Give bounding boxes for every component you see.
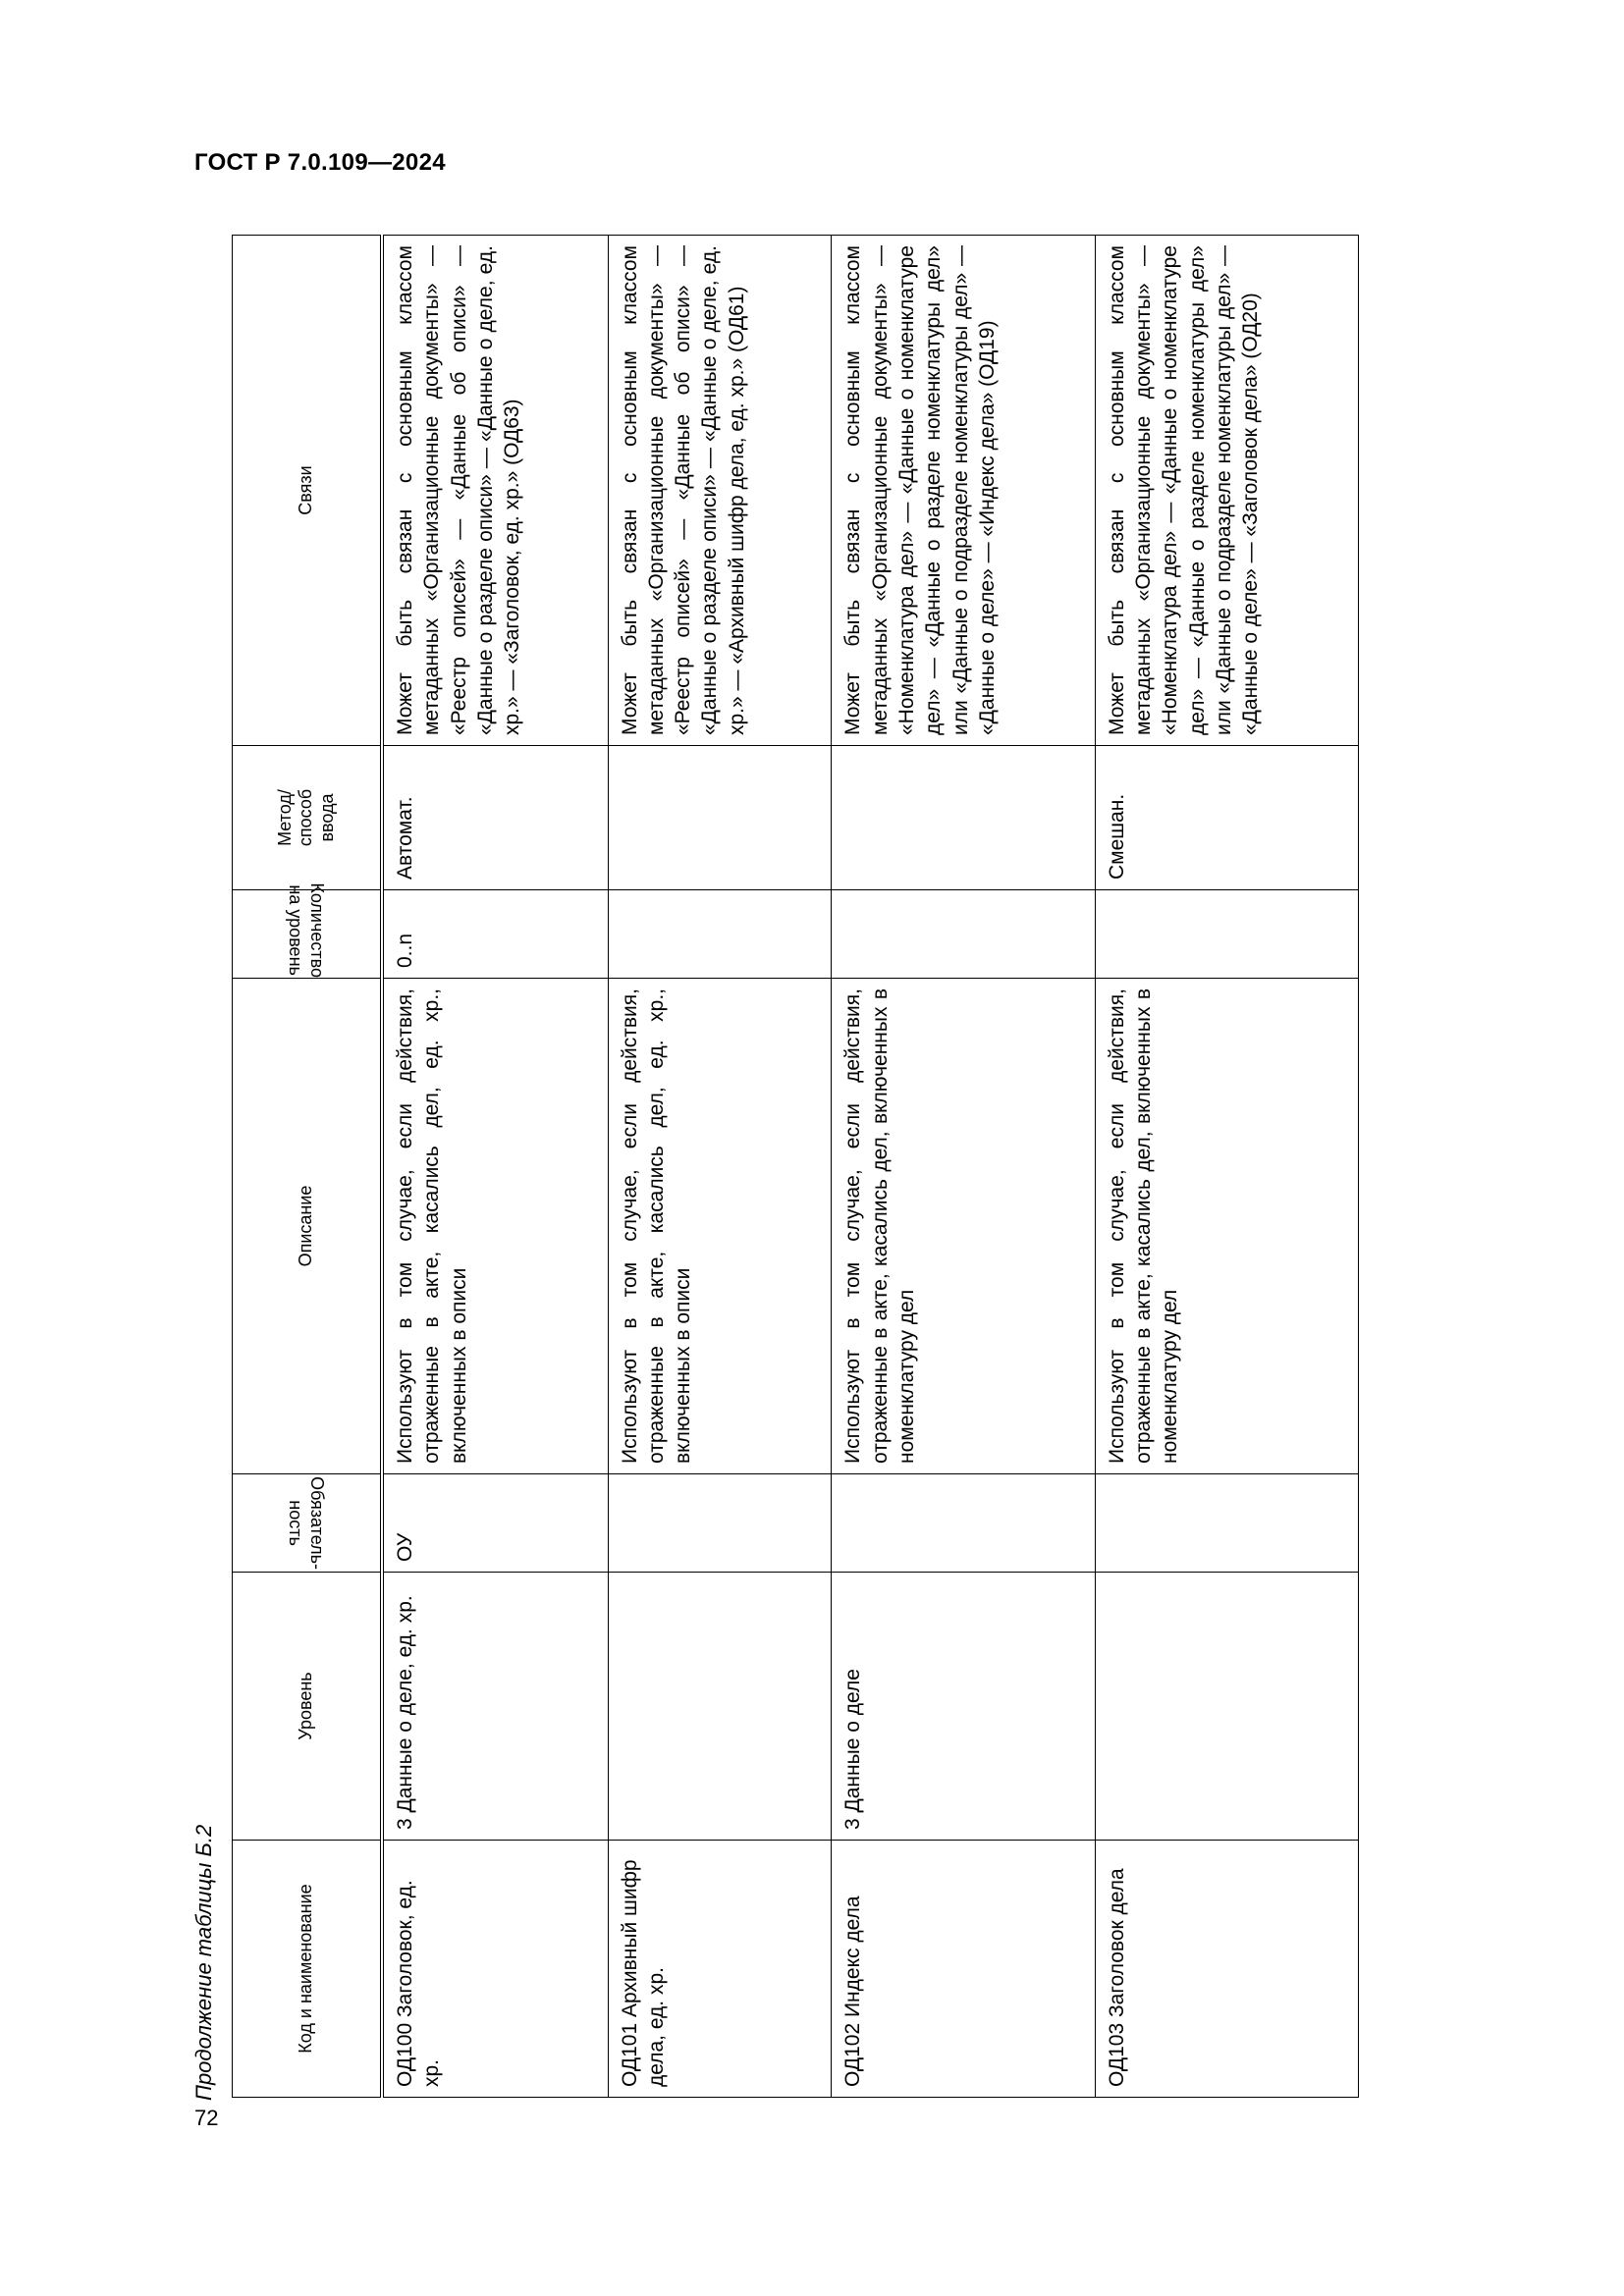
cell-code: ОД102 Индекс дела	[832, 1841, 1095, 2098]
col-header-links: Связи	[233, 236, 383, 746]
cell-description: Используют в том случае, если действия, отраженные в акте, касались дел, включенных в номенклатуру дел	[832, 979, 1095, 1474]
cell-level: 3 Данные о деле, ед. хр.	[382, 1573, 608, 1841]
cell-links: Может быть связан с основным классом метаданных «Организационные документы» — «Номенклатура дел» — «Данные о номенклатуре дел» — «Данные о разделе номенклатуры дел» или «Данные о подразделе номенклатуры дел» — «Данные о деле» — «Индекс дела» (ОД19)	[832, 236, 1095, 746]
metadata-table	[232, 235, 1359, 2098]
cell-method	[608, 746, 832, 890]
cell-obligation	[1095, 1474, 1358, 1573]
cell-quantity	[832, 890, 1095, 979]
cell-level	[1095, 1573, 1358, 1841]
cell-obligation	[832, 1474, 1095, 1573]
cell-quantity: 0..n	[382, 890, 608, 979]
col-header-quantity: Количество на уровень	[233, 890, 383, 979]
cell-level: 3 Данные о деле	[832, 1573, 1095, 1841]
cell-quantity	[608, 890, 832, 979]
cell-description: Используют в том случае, если действия, отраженные в акте, касались дел, ед. хр., включенных в описи	[382, 979, 608, 1474]
cell-obligation: ОУ	[382, 1474, 608, 1573]
cell-obligation	[608, 1474, 832, 1573]
cell-quantity	[1095, 890, 1358, 979]
table-row	[608, 236, 832, 2098]
cell-level	[608, 1573, 832, 1841]
table-container	[232, 236, 1359, 2098]
col-header-obligation: Обязатель- ность	[233, 1474, 383, 1573]
col-header-description: Описание	[233, 979, 383, 1474]
table-row	[1095, 236, 1358, 2098]
cell-method	[832, 746, 1095, 890]
rotated-table-frame	[232, 236, 1359, 2098]
col-header-method: Метод/ способ ввода	[233, 746, 383, 890]
cell-code: ОД101 Архивный шифр дела, ед. хр.	[608, 1841, 832, 2098]
cell-method: Автомат.	[382, 746, 608, 890]
table-caption: Продолжение таблицы Б.2	[191, 1824, 216, 2101]
cell-links: Может быть связан с основным классом метаданных «Организационные документы» — «Реестр описей» — «Данные об описи» — «Данные о разделе описи» — «Данные о деле, ед. хр.» — «Архивный шифр дела, ед. хр.» (ОД61)	[608, 236, 832, 746]
standard-title: ГОСТ Р 7.0.109—2024	[194, 149, 446, 176]
table-row	[382, 236, 608, 2098]
cell-description: Используют в том случае, если действия, отраженные в акте, касались дел, включенных в номенклатуру дел	[1095, 979, 1358, 1474]
col-header-code: Код и наименование	[233, 1841, 383, 2098]
table-header-row	[233, 236, 383, 2098]
cell-code: ОД103 Заголовок дела	[1095, 1841, 1358, 2098]
cell-code: ОД100 Заголовок, ед. хр.	[382, 1841, 608, 2098]
cell-method: Смешан.	[1095, 746, 1358, 890]
cell-links: Может быть связан с основным классом метаданных «Организационные документы» — «Реестр описей» — «Данные об описи» — «Данные о разделе описи» — «Данные о деле, ед. хр.» — «Заголовок, ед. хр.» (ОД63)	[382, 236, 608, 746]
cell-description: Используют в том случае, если действия, отраженные в акте, касались дел, ед. хр., включенных в описи	[608, 979, 832, 1474]
cell-links: Может быть связан с основным классом метаданных «Организационные документы» — «Номенклатура дел» — «Данные о номенклатуре дел» — «Данные о разделе номенклатуры дел» или «Данные о подразделе номенклатуры дел» — «Данные о деле» — «Заголовок дела» (ОД20)	[1095, 236, 1358, 746]
col-header-level: Уровень	[233, 1573, 383, 1841]
table-row	[832, 236, 1095, 2098]
page-number: 72	[194, 2106, 219, 2130]
